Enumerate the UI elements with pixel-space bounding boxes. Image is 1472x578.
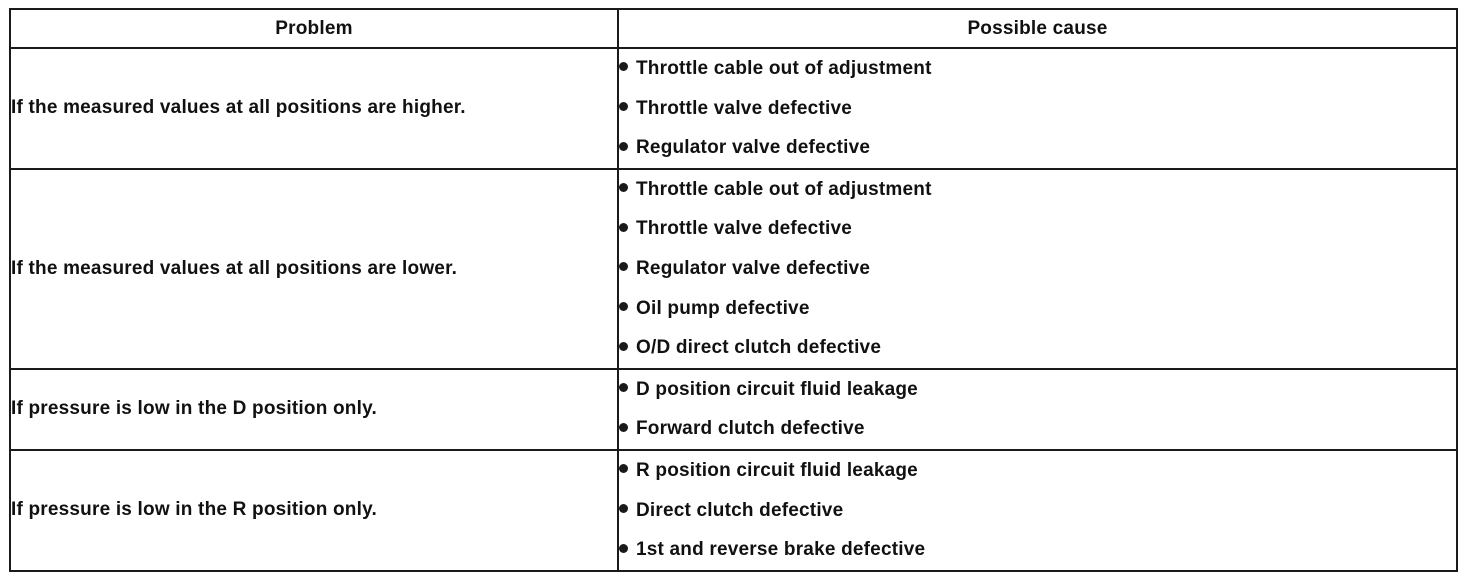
bullet-icon bbox=[619, 223, 628, 232]
cause-cell bbox=[618, 450, 1457, 571]
cause-item bbox=[619, 451, 1456, 491]
cause-item bbox=[619, 49, 1456, 89]
cause-cell bbox=[618, 369, 1457, 450]
cause-text: Regulator valve defective bbox=[636, 257, 871, 279]
table-header-row bbox=[10, 9, 1457, 48]
cause-item bbox=[619, 170, 1456, 210]
cause-list bbox=[619, 170, 1456, 368]
cause-item bbox=[619, 409, 1456, 449]
table-row bbox=[10, 48, 1457, 169]
cause-text: Forward clutch defective bbox=[636, 418, 865, 440]
problem-cell: If pressure is low in the D position only. bbox=[10, 369, 618, 450]
cause-item bbox=[619, 209, 1456, 249]
bullet-icon bbox=[619, 504, 628, 513]
bullet-icon bbox=[619, 342, 628, 351]
table-row bbox=[10, 450, 1457, 571]
bullet-icon bbox=[619, 142, 628, 151]
table-row bbox=[10, 169, 1457, 369]
table-row bbox=[10, 369, 1457, 450]
cause-item bbox=[619, 491, 1456, 531]
cause-cell bbox=[618, 169, 1457, 369]
bullet-icon bbox=[619, 383, 628, 392]
cause-item bbox=[619, 128, 1456, 168]
bullet-icon bbox=[619, 183, 628, 192]
cause-list bbox=[619, 49, 1456, 168]
cause-text: O/D direct clutch defective bbox=[636, 337, 882, 359]
bullet-icon bbox=[619, 102, 628, 111]
problem-cell: If the measured values at all positions are higher. bbox=[10, 48, 618, 169]
cause-cell bbox=[618, 48, 1457, 169]
cause-list bbox=[619, 370, 1456, 449]
cause-item bbox=[619, 89, 1456, 129]
header-possible-cause: Possible cause bbox=[618, 9, 1457, 48]
problem-cell: If the measured values at all positions are lower. bbox=[10, 169, 618, 369]
cause-text: Throttle cable out of adjustment bbox=[636, 178, 932, 200]
cause-item bbox=[619, 370, 1456, 410]
cause-text: Direct clutch defective bbox=[636, 499, 844, 521]
cause-text: Throttle valve defective bbox=[636, 97, 852, 119]
cause-item bbox=[619, 328, 1456, 368]
problem-cell: If pressure is low in the R position only. bbox=[10, 450, 618, 571]
bullet-icon bbox=[619, 62, 628, 71]
cause-text: 1st and reverse brake defective bbox=[636, 539, 926, 561]
cause-list bbox=[619, 451, 1456, 570]
cause-text: Regulator valve defective bbox=[636, 137, 871, 159]
troubleshooting-table bbox=[9, 8, 1458, 572]
cause-item bbox=[619, 530, 1456, 570]
cause-text: D position circuit fluid leakage bbox=[636, 378, 918, 400]
document-page bbox=[9, 8, 1456, 564]
bullet-icon bbox=[619, 423, 628, 432]
cause-text: Throttle valve defective bbox=[636, 218, 852, 240]
cause-text: R position circuit fluid leakage bbox=[636, 459, 918, 481]
cause-text: Throttle cable out of adjustment bbox=[636, 58, 932, 79]
bullet-icon bbox=[619, 302, 628, 311]
cause-item bbox=[619, 249, 1456, 289]
cause-item bbox=[619, 289, 1456, 329]
bullet-icon bbox=[619, 464, 628, 473]
bullet-icon bbox=[619, 544, 628, 553]
header-problem: Problem bbox=[10, 9, 618, 48]
cause-text: Oil pump defective bbox=[636, 297, 810, 319]
bullet-icon bbox=[619, 262, 628, 271]
